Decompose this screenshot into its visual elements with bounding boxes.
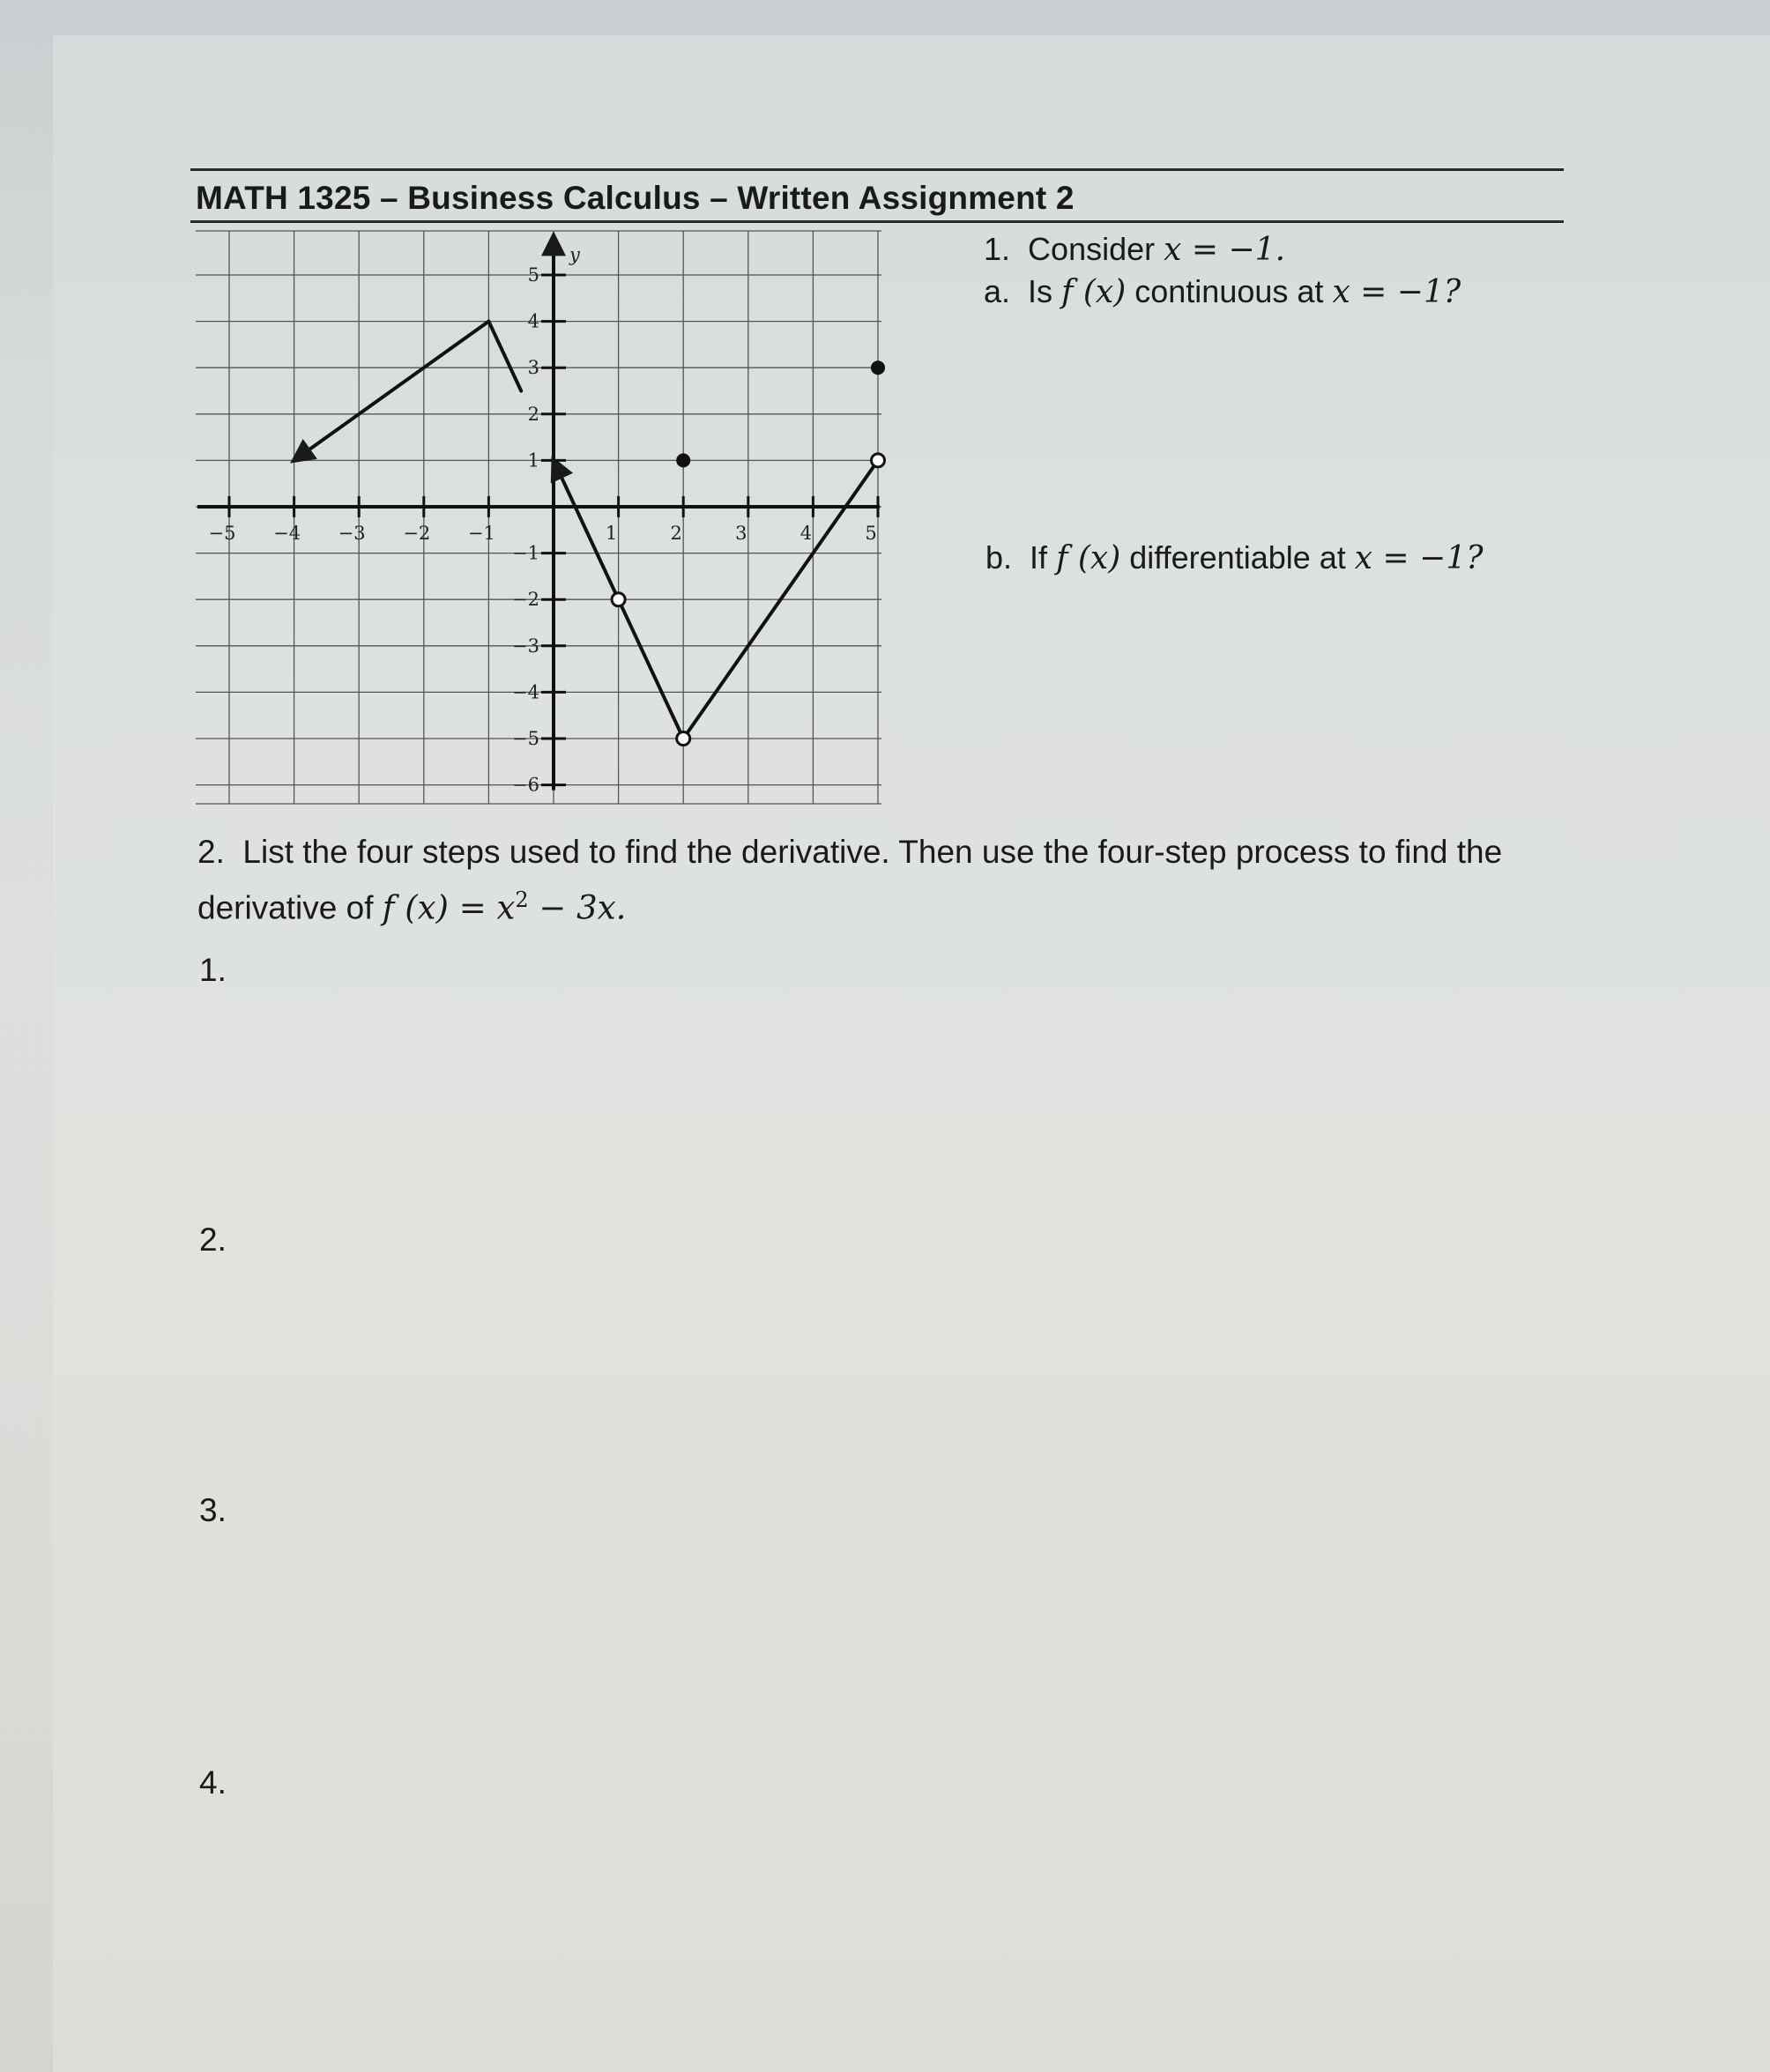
page-title: MATH 1325 – Business Calculus – Written Assignment 2 [196, 180, 1075, 216]
question-2-function: f (x) = x [382, 888, 516, 927]
question-1a-math: x = −1? [1332, 274, 1461, 310]
x-tick-label: −1 [467, 523, 495, 544]
filled-point [871, 360, 885, 375]
y-tick-label: 1 [527, 449, 539, 472]
question-1a-function: f (x) [1061, 274, 1127, 310]
y-tick-label: 2 [527, 403, 539, 425]
x-tick-label: 4 [799, 523, 813, 544]
question-1b [985, 539, 1484, 576]
graph-segment [294, 322, 489, 461]
question-1a [984, 273, 1461, 310]
x-tick-label: 5 [865, 523, 877, 544]
question-1b-math: x = −1? [1354, 540, 1484, 576]
question-1b-text: differentiable at [1129, 539, 1346, 576]
question-1a-text-before: Is [1028, 273, 1053, 309]
x-tick-label: −4 [273, 523, 301, 544]
answer-step-2: 2. [199, 1222, 227, 1258]
open-point [872, 454, 885, 467]
answer-step-3: 3. [199, 1492, 227, 1528]
question-1a-text: continuous at [1134, 273, 1324, 309]
graph-segment [619, 599, 684, 739]
question-1b-label: b. [985, 539, 1013, 576]
question-2-number: 2. [197, 834, 225, 870]
y-tick-label: −1 [512, 542, 539, 564]
y-tick-label: −5 [512, 728, 539, 749]
open-point [677, 732, 690, 746]
question-2-text: List the four steps used to find the derivative. Then use the four-step process to find the derivative of [197, 834, 1503, 926]
y-tick-label: 4 [527, 310, 539, 332]
x-tick-label: 1 [605, 523, 618, 544]
y-tick-label: −4 [512, 681, 539, 703]
y-tick-label: −2 [512, 589, 539, 611]
question-1-math: x = −1. [1164, 232, 1286, 268]
question-1b-text-before: If [1030, 539, 1048, 576]
x-tick-label: 3 [735, 523, 747, 544]
y-tick-label: −6 [512, 774, 539, 796]
y-axis-label: y [569, 244, 580, 265]
question-2-function-rest: − 3x. [528, 888, 627, 927]
question-2-prompt [197, 828, 1555, 932]
answer-step-1: 1. [199, 952, 227, 988]
y-tick-label: 5 [527, 264, 539, 286]
y-tick-label: 3 [527, 357, 539, 379]
y-tick-label: −3 [512, 635, 539, 657]
question-1b-function: f (x) [1056, 540, 1121, 576]
x-tick-label: 2 [670, 523, 682, 544]
question-2-exponent: 2 [515, 887, 529, 912]
answer-step-4: 4. [199, 1764, 227, 1801]
filled-point [676, 453, 690, 467]
x-tick-label: −2 [403, 523, 431, 544]
question-1-number: 1. [984, 231, 1011, 267]
question-1-prompt [984, 231, 1285, 268]
x-tick-label: −5 [208, 523, 236, 544]
graph-segment [488, 322, 521, 391]
open-point [612, 593, 625, 606]
question-1a-label: a. [984, 273, 1011, 309]
question-1-text: Consider [1028, 231, 1156, 267]
x-tick-label: −3 [338, 523, 366, 544]
